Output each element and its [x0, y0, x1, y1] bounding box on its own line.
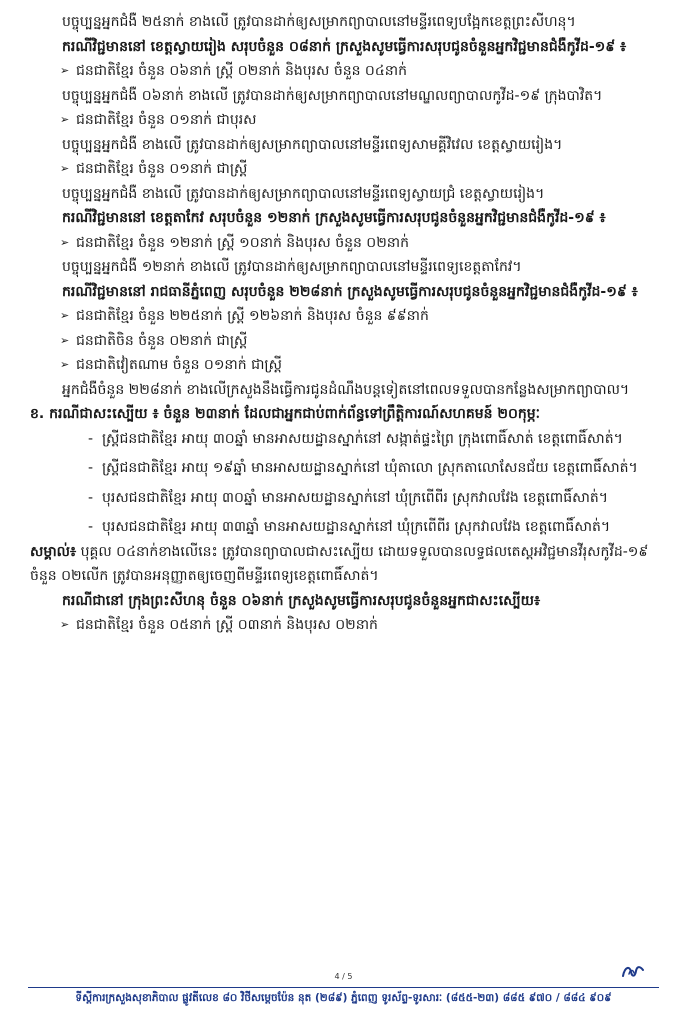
- footer-divider: [28, 987, 659, 988]
- paragraph: បច្ចុប្បន្នអ្នកជំងឺ ខាងលើ ត្រូវបានដាក់ឲ្យសម្រាកព្យាបាលនៅមន្ទីរពេទ្យសាមគ្គីវិវេល ខេត្តស្វាយរៀង។: [62, 136, 563, 153]
- footer-address: ទីស្តីការក្រសួងសុខាភិបាល ផ្លូវតីលេខ ៨០ វិថីសម្តេចប៉ែន នុត (២៨៩) ភ្នំពេញ ទូរស័ព្ទ-ទូរសារៈ (៨៥៥-២៣) ៨៨៥ ៩៧០ / ៨៨៤ ៩០៩: [75, 992, 612, 1004]
- section-heading: ករណីជានៅ ក្រុងព្រះសីហនុ ចំនួន ០៦នាក់ ក្រសួងសូមធ្វើការសរុបជូនចំនួនអ្នកជាសះស្បើយ៖: [62, 592, 541, 609]
- signature-icon: [621, 962, 645, 982]
- dash-item: - បុរសជនជាតិខ្មែរ អាយុ ៣០ឆ្នាំ មានអាសយដ្ឋានស្នាក់នៅ ឃុំក្រពើពីរ ស្រុកវាលវែង ខេត្តពោធិ៍សាត់។: [30, 486, 660, 511]
- arrow-bullet-icon: ➢: [60, 618, 70, 631]
- bullet-item: ➢ ជនជាតិខ្មែរ ចំនួន ០១នាក់ ជាបុរស: [30, 108, 660, 133]
- dash-bullet-icon: -: [88, 489, 94, 506]
- section-heading: ករណីវិជ្ជមាននៅ ខេត្តតាកែវ សរុបចំនួន ១២នាក់ ក្រសួងសូមធ្វើការសរុបជូនចំនួនអ្នកវិជ្ជមានជំងឺកូវីដ-១៩ ៖: [62, 210, 606, 226]
- arrow-bullet-icon: ➢: [60, 162, 70, 175]
- dash-item: - បុរសជនជាតិខ្មែរ អាយុ ៣៣ឆ្នាំ មានអាសយដ្ឋានស្នាក់នៅ ឃុំក្រពើពីរ ស្រុកវាលវែង ខេត្តពោធិ៍សាត់។: [30, 515, 660, 540]
- bullet-item: ➢ ជនជាតិខ្មែរ ចំនួន ១២នាក់ ស្ត្រី ១០នាក់ និងបុរស ចំនួន ០២នាក់: [30, 231, 660, 256]
- dash-bullet-icon: -: [88, 430, 94, 447]
- bullet-item: ➢ ជនជាតិខ្មែរ ចំនួន ២២៥នាក់ ស្ត្រី ១២៦នាក់ និងបុរស ចំនួន ៩៩នាក់: [30, 304, 660, 329]
- paragraph: បច្ចុប្បន្នអ្នកជំងឺ ២៥នាក់ ខាងលើ ត្រូវបានដាក់ឲ្យសម្រាកព្យាបាលនៅមន្ទីរពេទ្យបង្អែកខេត្តព្រះសីហនុ។: [62, 14, 576, 30]
- document-body: [30, 10, 660, 638]
- arrow-bullet-icon: ➢: [60, 333, 70, 347]
- paragraph: អ្នកជំងឺចំនួន ២២៨នាក់ ខាងលើក្រសួងនឹងធ្វើការជូនដំណឹងបន្តទៀតនៅពេលទទួលបានកន្លែងសម្រាកព្យាបាល។: [62, 381, 630, 398]
- dash-bullet-icon: -: [88, 519, 94, 535]
- arrow-bullet-icon: ➢: [60, 64, 70, 77]
- arrow-bullet-icon: ➢: [60, 235, 70, 249]
- bullet-item: ➢ ជនជាតិចិន ចំនួន ០២នាក់ ជាស្ត្រី: [30, 329, 660, 354]
- note-label: សម្គាល់៖: [30, 543, 77, 560]
- section-heading: ករណីវិជ្ជមាននៅ ខេត្តស្វាយរៀង សរុបចំនួន ០៨នាក់ ក្រសួងសូមធ្វើការសរុបជូនចំនួនអ្នកវិជ្ជមានជំងឺកូវីដ-១៩ ៖: [62, 38, 627, 55]
- section-heading: ករណីវិជ្ជមាននៅ រាជធានីភ្នំពេញ សរុបចំនួន ២២៨នាក់ ក្រសួងសូមធ្វើការសរុបជូនចំនួនអ្នកវិជ្ជមានជំងឺកូវីដ-១៩ ៖: [62, 283, 638, 300]
- section-heading: ខ. ករណីជាសះស្បើយ ៖ ចំនួន ២៣នាក់ ដែលជាអ្នកជាប់ពាក់ព័ន្ធទៅព្រឹត្តិការណ៍សហគមន៍ ២០កុម្ភៈ: [30, 406, 540, 422]
- bullet-item: ➢ ជនជាតិខ្មែរ ចំនួន ០៦នាក់ ស្ត្រី ០២នាក់ និងបុរស ចំនួន ០៤នាក់: [30, 59, 660, 84]
- note-paragraph: [30, 540, 660, 589]
- bullet-item: ➢ ជនជាតិខ្មែរ ចំនួន ០១នាក់ ជាស្ត្រី: [30, 157, 660, 182]
- paragraph: បច្ចុប្បន្នអ្នកជំងឺ ០៦នាក់ ខាងលើ ត្រូវបានដាក់ឲ្យសម្រាកព្យាបាលនៅមណ្ឌលព្យាបាលកូវីដ-១៩ ក្រុងបាវិត។: [62, 87, 603, 104]
- note-text: បុគ្គល ០៤នាក់ខាងលើនេះ ត្រូវបានព្យាបាលជាសះស្បើយ ដោយទទួលបានលទ្ធផលតេស្តអវិជ្ជមានវីរុសកូវីដ-១៩ ចំនួន ០២លើក ត្រូវបានអនុញ្ញាតឲ្យចេញពីមន្ទីរពេទ្យខេត្តពោធិ៍សាត់។: [30, 543, 649, 584]
- bullet-item: ➢ ជនជាតិខ្មែរ ចំនួន ០៥នាក់ ស្ត្រី ០៣នាក់ និងបុរស ០២នាក់: [30, 613, 660, 638]
- page-number: 4 / 5: [334, 972, 353, 981]
- dash-item: - ស្ត្រីជនជាតិខ្មែរ អាយុ ៣០ឆ្នាំ មានអាសយដ្ឋានស្នាក់នៅ សង្កាត់ផ្ទះព្រៃ ក្រុងពោធិ៍សាត់ ខេត្តពោធិ៍សាត់។: [30, 427, 660, 452]
- arrow-bullet-icon: ➢: [60, 309, 70, 322]
- paragraph: បច្ចុប្បន្នអ្នកជំងឺ ១២នាក់ ខាងលើ ត្រូវបានដាក់ឲ្យសម្រាកព្យាបាលនៅមន្ទីរពេទ្យខេត្តតាកែវ។: [62, 259, 522, 275]
- dash-bullet-icon: -: [88, 460, 94, 476]
- arrow-bullet-icon: ➢: [60, 358, 70, 371]
- paragraph: បច្ចុប្បន្នអ្នកជំងឺ ខាងលើ ត្រូវបានដាក់ឲ្យសម្រាកព្យាបាលនៅមន្ទីរពេទ្យស្វាយជ្រំ ខេត្តស្វាយរៀង។: [62, 185, 545, 202]
- bullet-item: ➢ ជនជាតិវៀតណាម ចំនួន ០១នាក់ ជាស្ត្រី: [30, 353, 660, 378]
- dash-item: - ស្ត្រីជនជាតិខ្មែរ អាយុ ១៩ឆ្នាំ មានអាសយដ្ឋានស្នាក់នៅ ឃុំតាលោ ស្រុកតាលោសែនជ័យ ខេត្តពោធិ៍សាត់។: [30, 456, 660, 481]
- arrow-bullet-icon: ➢: [60, 113, 70, 126]
